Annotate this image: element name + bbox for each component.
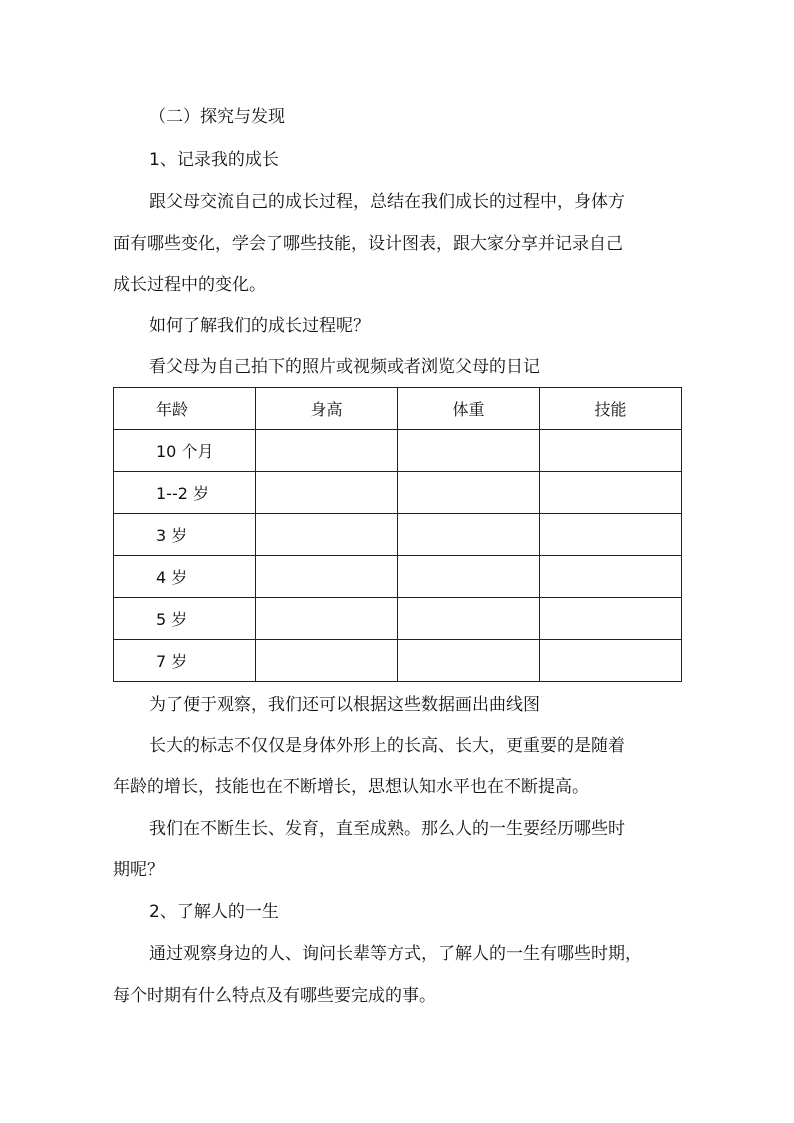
age-cell: 3 岁 — [114, 514, 256, 556]
weight-cell — [398, 556, 540, 598]
paragraph-line: 成长过程中的变化。 — [113, 275, 266, 295]
section-heading: （二）探究与发现 — [149, 107, 285, 127]
height-cell — [256, 556, 398, 598]
sub-title-record-growth: 1、记录我的成长 — [149, 150, 279, 170]
header-weight: 体重 — [398, 388, 540, 430]
height-cell — [256, 472, 398, 514]
height-cell — [256, 430, 398, 472]
height-cell — [256, 640, 398, 682]
weight-cell — [398, 640, 540, 682]
weight-cell — [398, 598, 540, 640]
after-table-line: 为了便于观察，我们还可以根据这些数据画出曲线图 — [149, 695, 540, 715]
method-line: 看父母为自己拍下的照片或视频或者浏览父母的日记 — [149, 357, 540, 377]
header-height: 身高 — [256, 388, 398, 430]
weight-cell — [398, 472, 540, 514]
table-row — [114, 430, 682, 472]
table-header-row — [114, 388, 682, 430]
header-skills: 技能 — [540, 388, 682, 430]
paragraph-line: 面有哪些变化，学会了哪些技能，设计图表，跟大家分享并记录自己 — [113, 234, 623, 254]
age-cell: 7 岁 — [114, 640, 256, 682]
height-cell — [256, 598, 398, 640]
height-cell — [256, 514, 398, 556]
paragraph-line: 期呢？ — [113, 860, 164, 880]
paragraph-line: 通过观察身边的人、询问长辈等方式，了解人的一生有哪些时期， — [149, 944, 642, 964]
table-row — [114, 514, 682, 556]
paragraph-line: 每个时期有什么特点及有哪些要完成的事。 — [113, 986, 436, 1006]
table-row — [114, 556, 682, 598]
skills-cell — [540, 514, 682, 556]
age-cell: 4 岁 — [114, 556, 256, 598]
age-cell: 1--2 岁 — [114, 472, 256, 514]
table-row — [114, 640, 682, 682]
skills-cell — [540, 556, 682, 598]
question-line: 如何了解我们的成长过程呢？ — [149, 316, 370, 336]
growth-record-table — [113, 387, 682, 682]
skills-cell — [540, 430, 682, 472]
header-age: 年龄 — [114, 388, 256, 430]
paragraph-line: 年龄的增长，技能也在不断增长，思想认知水平也在不断提高。 — [113, 777, 589, 797]
table-row — [114, 598, 682, 640]
sub-title-life-stages: 2、了解人的一生 — [149, 902, 279, 922]
skills-cell — [540, 640, 682, 682]
paragraph-line: 我们在不断生长、发育，直至成熟。那么人的一生要经历哪些时 — [149, 819, 625, 839]
weight-cell — [398, 430, 540, 472]
age-cell: 10 个月 — [114, 430, 256, 472]
weight-cell — [398, 514, 540, 556]
paragraph-line: 跟父母交流自己的成长过程，总结在我们成长的过程中，身体方 — [149, 192, 625, 212]
skills-cell — [540, 598, 682, 640]
skills-cell — [540, 472, 682, 514]
table-row — [114, 472, 682, 514]
paragraph-line: 长大的标志不仅仅是身体外形上的长高、长大，更重要的是随着 — [149, 736, 625, 756]
age-cell: 5 岁 — [114, 598, 256, 640]
